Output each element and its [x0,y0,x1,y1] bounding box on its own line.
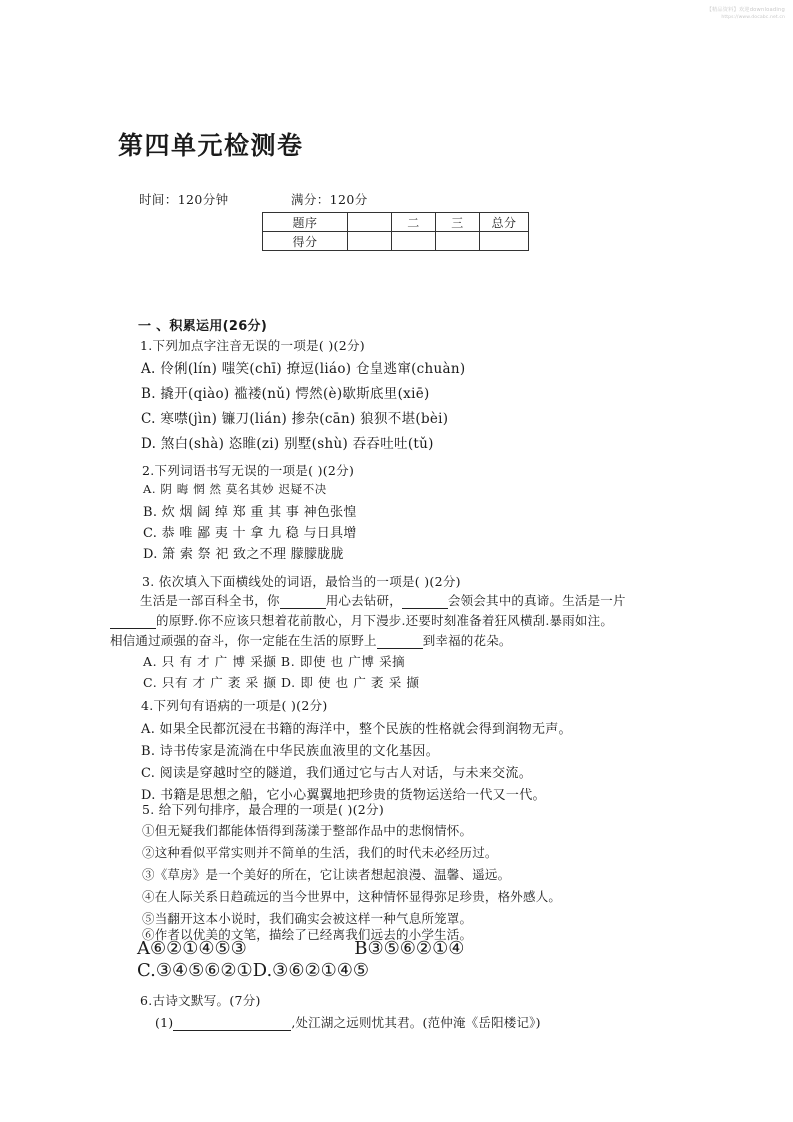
question-2-option-b[interactable]: B. 炊 烟 阔 绰 郑 重 其 事 神色张惶 [143,505,357,520]
question-4-stem: 4.下列句有语病的一项是( )(2分) [141,698,328,713]
score-cell-total[interactable] [480,232,529,251]
page-title: 第四单元检测卷 [118,131,304,160]
question-2-option-c[interactable]: C. 恭 唯 鄙 夷 十 拿 九 稳 与日具增 [143,526,357,541]
exam-meta [139,190,368,208]
question-1-option-a[interactable]: A. 伶俐(lín) 嗤笑(chī) 撩逗(liáo) 仓皇逃窜(chuàn) [141,361,466,377]
exam-time-label: 时间：120分钟 [139,192,229,207]
text-run: 相信通过顽强的奋斗，你一定能在生活的原野上 [110,633,377,648]
question-2-option-a[interactable]: A. 阴 晦 惘 然 莫名其妙 迟疑不决 [143,482,327,496]
watermark [707,7,785,21]
question-3-options-row-1[interactable]: A. 只 有 才 广 博 采撷 B. 即使 也 广博 采摘 [143,654,406,669]
score-table-header-total: 总分 [480,213,529,232]
text-run: ,处江湖之远则忧其君。(范仲淹《岳阳楼记》) [291,1015,541,1030]
question-5-item-4: ④在人际关系日趋疏远的当今世界中，这种情怀显得弥足珍贵，格外感人。 [142,889,562,904]
fill-in-blank[interactable] [402,593,448,609]
question-6-sub-1 [155,1013,541,1031]
table-row [263,213,529,232]
question-3-options-row-2[interactable]: C. 只有 才 广 袤 采 撷 D. 即 使 也 广 袤 采 撷 [143,675,420,690]
question-4-option-a[interactable]: A. 如果全民都沉浸在书籍的海洋中，整个民族的性格就会得到润物无声。 [141,722,572,737]
score-table [262,212,529,251]
question-1-option-b[interactable]: B. 撬开(qiào) 褴褛(nǔ) 愕然(è)歇斯底里(xiē) [141,386,430,402]
score-table-row-label: 题序 [263,213,348,232]
question-1-option-c[interactable]: C. 寒噤(jìn) 镰刀(lián) 掺杂(cān) 狼狈不堪(bèi) [141,411,449,427]
question-5-answers-row-1 [137,938,464,959]
question-3-passage-line-3 [110,631,512,649]
fill-in-blank[interactable] [173,1015,291,1031]
question-5-item-2: ②这种看似平常实则并不简单的生活，我们的时代未必经历过。 [142,845,498,860]
score-table-row-label: 得分 [263,232,348,251]
question-5-answers-row-2[interactable]: C.③④⑤⑥②①D.③⑥②①④⑤ [137,960,370,981]
question-4-option-b[interactable]: B. 诗书传家是流淌在中华民族血液里的文化基因。 [141,744,440,759]
question-2-option-d[interactable]: D. 箫 索 祭 祀 致之不理 朦朦胧胧 [143,547,344,562]
text-run: 到幸福的花朵。 [422,633,512,648]
question-5-item-6: ⑥作者以优美的文笔，描绘了已经离我们远去的小学生活。 [142,927,473,942]
text-run: 会领会其中的真谛。生活是一片 [447,593,626,608]
question-4-option-c[interactable]: C. 阅读是穿越时空的隧道，我们通过它与古人对话，与未来交流。 [141,766,533,781]
question-5-answer-b[interactable]: B③⑤⑥②①④ [354,938,465,959]
score-cell-1[interactable] [348,232,392,251]
text-run: 用心去钻研， [325,593,402,608]
question-5-answer-a[interactable]: A⑥②①④⑤③ [137,938,247,959]
score-cell-2[interactable] [392,232,436,251]
question-4-option-d[interactable]: D. 书籍是思想之船，它小心翼翼地把珍贵的货物运送给一代又一代。 [141,788,546,803]
score-table-header-3: 三 [436,213,480,232]
question-1-option-d[interactable]: D. 煞白(shà) 恣睢(zi) 别墅(shù) 吞吞吐吐(tǔ) [141,436,434,452]
question-6-stem: 6.古诗文默写。(7分) [140,993,261,1008]
question-3-passage-line-1 [140,591,626,609]
text-run: 的原野.你不应该只想着花前散心，月下漫步.还要时刻准备着狂风横刮.暴雨如注。 [156,613,614,628]
fill-in-blank[interactable] [110,613,156,629]
question-2-stem: 2.下列词语书写无误的一项是( )(2分) [142,463,355,478]
table-row [263,232,529,251]
fill-in-blank[interactable] [377,633,423,649]
score-cell-3[interactable] [436,232,480,251]
question-3-stem: 3. 依次填入下面横线处的词语，最恰当的一项是( )(2分) [142,574,461,589]
fill-in-blank[interactable] [280,593,326,609]
score-table-header-2: 二 [392,213,436,232]
question-5-item-5: ⑤当翻开这本小说时，我们确实会被这样一种气息所笼罩。 [142,911,473,926]
watermark-line-2: https://www.docabc.net.cn [721,14,785,20]
question-5-item-3: ③《草房》是一个美好的所在，它让读者想起浪漫、温馨、遥远。 [142,867,511,882]
question-3-passage-line-2 [110,611,613,629]
question-5-stem: 5. 给下列句排序，最合理的一项是( )(2分) [142,802,385,817]
exam-total-label: 满分：120分 [290,192,368,207]
text-run: 生活是一部百科全书，你 [140,593,280,608]
question-1-stem: 1.下列加点字注音无误的一项是( )(2分) [140,338,365,353]
question-5-item-1: ①但无疑我们都能体悟得到荡漾于整部作品中的悲悯情怀。 [142,823,473,838]
watermark-line-1: 【精品资料】欢迎downloading [706,7,785,13]
text-run: (1) [155,1015,174,1030]
section-heading-1: 一 、积累运用(26分) [138,319,268,334]
score-table-header-1 [348,213,392,232]
